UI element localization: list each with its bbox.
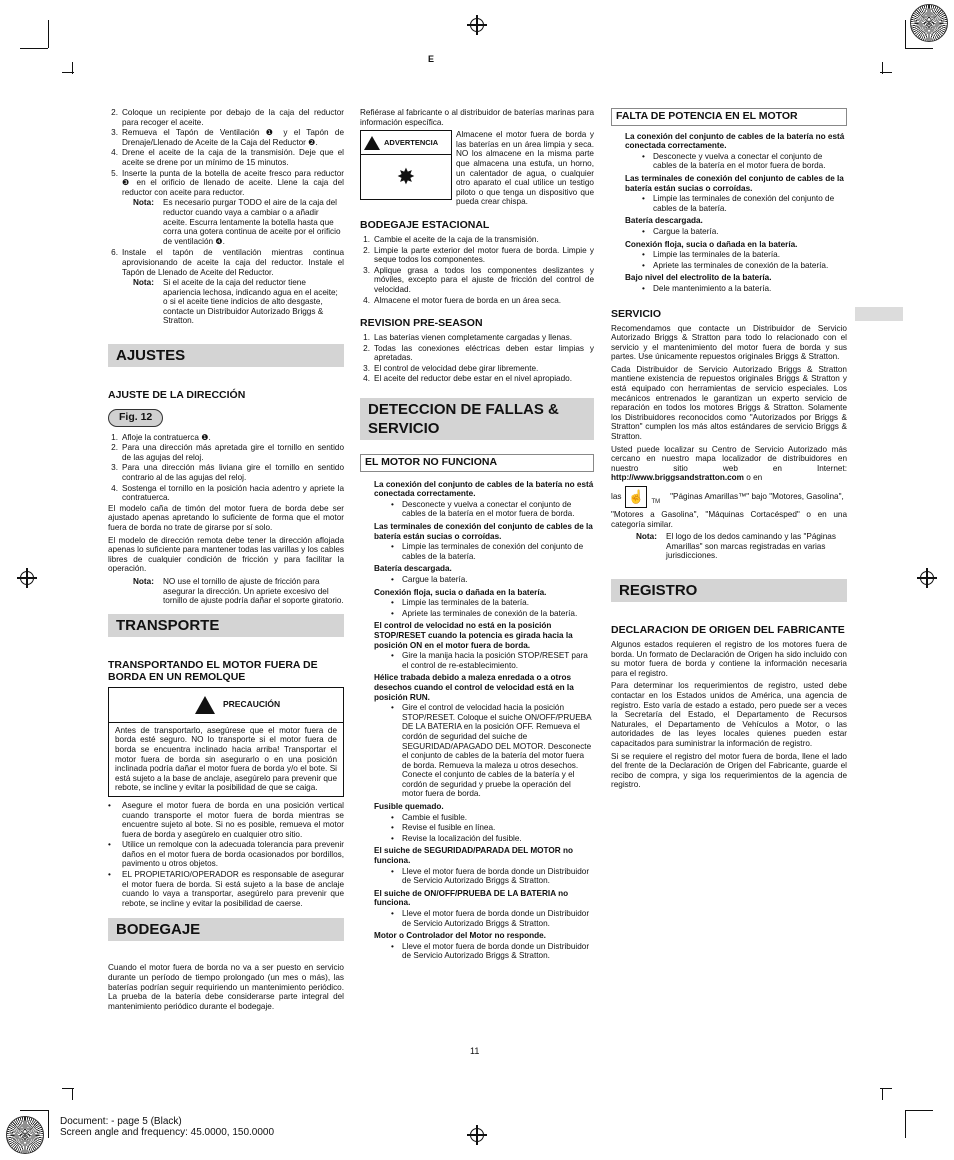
bullet-text: Cargue la batería. [402,575,468,584]
column-middle [360,108,594,962]
section-title-bodegaje: BODEGAJE [108,918,344,941]
step [108,443,344,462]
section-title-transporte: TRANSPORTE [108,614,344,637]
list-item [360,598,594,608]
list-item [611,261,847,271]
column-left [108,108,344,1014]
section-title-deteccion: DETECCION DE FALLAS & SERVICIO [360,398,594,440]
bullet-text: Limpie las terminales de conexión del conjunto de cables de la batería. [653,194,835,213]
step [360,235,594,245]
step [360,344,594,363]
print-footer: Document: - page 5 (Black) Screen angle and frequency: 45.0000, 150.0000 [60,1116,275,1138]
step-text: El control de velocidad debe girar libremente. [374,363,539,373]
list-item [108,870,344,908]
list-item [360,575,594,585]
problem-heading: El suiche de SEGURIDAD/PARADA DEL MOTOR no funciona. [374,846,573,866]
bullet-text: Cambie el fusible. [402,812,468,822]
problem-heading: Las terminales de conexión del conjunto de cables de la batería están sucias o corroídas. [374,522,593,541]
bullet-icon: • [391,703,394,713]
list-item [360,703,594,799]
problem-heading: Fusible quemado. [374,802,444,812]
section-title-registro: REGISTRO [611,579,847,602]
crop-mark [880,1088,892,1089]
step-number: 4. [111,483,118,493]
bullet-text: Asegure el motor fuera de borda en una posición vertical cuando transporte el motor fuera de borda mientras se encuentre sujeto al bote. Si no es posible, remueva el motor fuera de borda y asegúrelo en cualquier otro sitio. [122,800,344,839]
bullet-text: Cargue la batería. [653,226,719,236]
paragraph: Cada Distribuidor de Servicio Autorizado Briggs & Stratton mantiene existencia de repuestos originales Briggs & Stratton y está equipado con herramientas de servicio especiales. Los mecánicos entrenados le garantizan un experto servicio de reparación en todos los motores Briggs & Stratton. Solamente los Distribuidores reconocidos como "Autorizados por Briggs & Stratton" cumplen los más altos estándares de servicio Briggs & Stratton. [611,364,847,442]
step-text: Las baterías vienen completamente cargadas y llenas. [374,333,572,343]
yellow-pages-row: las ☝ TM "Páginas Amarillas™" bajo "Motores, Gasolina", [611,486,847,508]
step [360,246,594,265]
step [360,296,594,306]
registration-mark-icon [470,1128,484,1142]
step-number: 3. [111,128,118,138]
bullet-icon: • [108,840,111,850]
step [108,484,344,503]
step-text: Afloje la contratuerca ❶. [122,432,211,442]
bullet-icon: • [642,194,645,204]
crop-mark [905,48,933,49]
problem-heading: Hélice trabada debido a maleza enredada o a otros desechos cuando el control de velocidad está en la posición RUN. [374,673,574,702]
bullet-text: Apriete las terminales de conexión de la batería. [402,608,578,618]
step-number: 3. [111,463,118,473]
list-item [360,867,594,886]
walking-fingers-icon: ☝ [625,486,647,508]
paragraph: Usted puede localizar su Centro de Servicio Autorizado más cercano en nuestro mapa localizador de distribuidores en nuestro sitio web en Internet: http://www.briggsandstratton.com o en [611,444,847,483]
problem-heading: Batería descargada. [374,564,452,574]
list-item [611,284,847,294]
step [108,128,344,147]
step-number: 2. [111,108,118,117]
step-text: El aceite del reductor debe estar en el nivel apropiado. [374,374,572,384]
bullet-icon: • [391,575,394,584]
step-number: 4. [111,148,118,158]
step [360,333,594,343]
registration-mark-icon [920,571,934,585]
bullet-icon: • [391,542,394,552]
bullet-text: Revise la localización del fusible. [402,833,522,843]
subheading-box: EL MOTOR NO FUNCIONA [360,454,594,472]
list-item [360,500,594,519]
problem-heading: Bajo nivel del electrolito de la batería. [625,273,772,283]
explosion-icon: ✸ [396,164,416,190]
step-number: 4. [363,374,370,384]
transport-bullets [108,801,344,909]
step-text: Para una dirección más liviana gire el tornillo en sentido contrario al de las agujas del reloj. [122,463,344,483]
list-item [108,801,344,839]
bullet-text: Revise el fusible en línea. [402,823,496,833]
bullet-icon: • [642,226,645,236]
step [360,364,594,374]
bullet-icon: • [391,823,394,833]
subheading: SERVICIO [611,307,661,320]
crop-mark [48,20,49,48]
subheading-box: FALTA DE POTENCIA EN EL MOTOR [611,108,847,126]
page-tab-marker [855,307,903,321]
bullet-text: EL PROPIETARIO/OPERADOR es responsable de asegurar el motor fuera de borda. Si está sujeto a la base de anclaje cuando lo vaya a transportar, asegúrelo para prevenir que rebote, se incline y evitar la posibilidad de caerse. [122,870,344,908]
step-number: 1. [363,333,370,343]
bullet-icon: • [391,866,394,876]
bullet-icon: • [108,800,111,810]
troubleshoot-list [611,132,847,294]
step-text: Para una dirección más apretada gire el tornillo en sentido de las agujas del reloj. [122,443,344,462]
step-text: Limpie la parte exterior del motor fuera de borda. Limpie y seque todos los componentes. [374,245,594,265]
step [108,169,344,198]
paragraph: Si se requiere el registro del motor fuera de borda, llene el lado del frente de la Declaración de Origen del Fabricante, guarde el recibo de compra, y siga los requerimientos de la agencia de registro. [611,751,847,790]
list-item [108,840,344,869]
bullet-icon: • [391,909,394,918]
bullet-icon: • [391,499,394,509]
bullet-text: Limpie las terminales de la batería. [402,598,529,608]
crop-mark [20,1110,48,1111]
list-item [611,152,847,171]
caution-box: PRECAUCIÓN Antes de transportarlo, asegúrese que el motor fuera de borda esté seguro. NO lo transporte si el motor fuera de borda se encuentra inclinado hacia arriba! Transportar el motor fuera de borda sin asegurarlo o en una posición inclinada podría dañar el motor fuera de borda y/o el bote. Si está sujeto a la base de anclaje, asegúrelo para prevenir que rebote, se incline y evitar la posibilidad de que se caiga. [108,687,344,797]
step-text: Aplique grasa a todos los componentes deslizantes y móviles, excepto para el ajuste de fricción del control de velocidad. [374,265,594,294]
step-number: 2. [363,245,370,255]
bullet-text: Limpie las terminales de conexión del conjunto de cables de la batería. [402,542,584,561]
language-code: E [428,54,435,64]
list-item [611,227,847,237]
paragraph: "Motores a Gasolina", "Máquinas Cortacésped" o en una categoría similar. [611,510,847,529]
list-item [360,813,594,823]
step-text: Remueva el Tapón de Ventilación ❶ y el Tapón de Drenaje/Llenado de Aceite de la Caja del Reductor ❷. [122,128,344,147]
figure-reference: Fig. 12 [108,409,163,427]
paragraph: El modelo caña de timón del motor fuera de borda debe ser ajustado apenas apretando lo suficiente de forma que el motor fuera de borda no trate de girarse por sí solo. [108,503,344,532]
paragraph: Recomendamos que contacte un Distribuidor de Servicio Autorizado Briggs & Stratton para todo lo relacionado con el servicio y el mantenimiento del motor fuera de borda y sus partes. Use únicamente repuestos originales Briggs & Stratton. [611,323,847,362]
note: Nota: El logo de los dedos caminando y las "Páginas Amarillas" son marcas registradas en varias jurisdicciones. [636,532,836,561]
troubleshoot-list [360,480,594,961]
list-item [360,609,594,619]
page-number: 11 [470,1046,480,1056]
section-title-ajustes: AJUSTES [108,344,344,367]
bullet-text: Dele mantenimiento a la batería. [653,283,772,293]
list-item [360,942,594,961]
crop-mark [62,1088,74,1089]
subheading: BODEGAJE ESTACIONAL [360,218,490,231]
bullet-text: Utilice un remolque con la adecuada tolerancia para prevenir daños en el motor fuera de borda ocasionados por bordillos, pavimento u otros objetos. [122,840,344,869]
note: Nota: Si el aceite de la caja del reductor tiene apariencia lechosa, indicando agua en el aceite; o si el aceite tiene indicios de alto desgaste, contacte un Distribuidor Autorizado Briggs & Stratton. [133,278,338,326]
step-number: 3. [363,265,370,275]
bullet-text: Desconecte y vuelva a conectar el conjunto de cables de la batería en el motor fuera de borda. [653,151,826,171]
step-text: Inserte la punta de la botella de aceite fresco para reductor ❸ en el orificio de llenado de aceite. Llene la caja del reductor con aceite para reductor. [122,168,344,197]
bullet-text: Gire la manija hacia la posición STOP/RESET para el control de re-establecimiento. [402,651,588,670]
bullet-icon: • [642,283,645,293]
problem-heading: El control de velocidad no está en la posición STOP/RESET cuando la potencia es girada hacia la posición ON en el motor fuera de borda. [374,621,573,650]
step [108,433,344,443]
problem-heading: El suiche de ON/OFF/PRUEBA DE LA BATERIA no funciona. [374,888,569,908]
crop-mark [905,20,906,48]
step [360,374,594,384]
bullet-icon: • [642,260,645,270]
step-number: 2. [363,343,370,353]
list-item [360,651,594,670]
bullet-text: Desconecte y vuelva a conectar el conjunto de cables de la batería en el motor fuera de borda. [402,499,575,519]
bullet-icon: • [391,651,394,661]
bullet-icon: • [642,151,645,161]
bullet-text: Lleve el motor fuera de borda donde un Distribuidor de Servicio Autorizado Briggs & Stratton. [402,909,590,928]
step-text: Todas las conexiones eléctricas deben estar limpias y apretadas. [374,343,594,363]
step: 6. Instale el tapón de ventilación mientras continua aprovisionando de aceite la caja del reductor. Instale el Tapón de Llenado de Aceite del Reductor. [111,248,344,277]
paragraph: Cuando el motor fuera de borda no va a ser puesto en servicio durante un período de tiempo prolongado (un mes o más), las baterías podrían seguir requiriendo un mantenimiento periódico. La prueba de la batería debe considerarse parte integral del mantenimiento periódico durante el bodegaje. [108,963,344,1011]
subheading: REVISION PRE-SEASON [360,317,483,330]
step-number: 1. [111,432,118,442]
crop-mark [880,72,892,73]
list-item [611,250,847,260]
bullet-text: Lleve el motor fuera de borda donde un Distribuidor de Servicio Autorizado Briggs & Stratton. [402,941,590,961]
step-text: Sostenga el tornillo en la posición hacia adentro y apriete la contratuerca. [122,483,344,503]
step-number: 3. [363,363,370,373]
step-number: 5. [111,168,118,178]
crop-mark [20,48,48,49]
problem-heading: La conexión del conjunto de cables de la batería no está conectada correctamente. [374,479,594,499]
list-item [360,909,594,928]
crop-mark [882,1088,883,1100]
bullet-icon: • [391,812,394,822]
bullet-text: Apriete las terminales de conexión de la batería. [653,260,829,270]
step-number: 1. [363,234,370,244]
problem-heading: Conexión floja, sucia o dañada en la batería. [374,587,547,597]
bullet-text: Limpie las terminales de la batería. [653,250,780,260]
paragraph: Algunos estados requieren el registro de los motores fuera de borda. Un formato de Declaración de Origen ha sido incluido con su motor fuera de borda y contiene la información necesaria para el registro. [611,639,847,678]
step [108,108,344,127]
bullet-text: Gire el control de velocidad hacia la posición STOP/RESET. Coloque el suiche ON/OFF/PRUEBA DE LA BATERIA en la posición OFF. Remueva el cordón de seguridad del suiche de SEGURIDAD/APAGADO DEL MOTOR. Desconecte el conjunto de cables de la batería del motor fuera de borda. Remueva la maleza u otros desechos. Conecte el conjunto de cables de la batería y el cordón de seguridad y pruebe la operación del motor fuera de borda. [402,703,592,799]
pre-season-steps [360,333,594,384]
crop-mark [905,1110,933,1111]
crop-mark [72,1088,73,1100]
bullet-icon: • [108,870,111,880]
list-item [611,194,847,213]
color-target-icon [6,1116,44,1154]
paragraph: El modelo de dirección remota debe tener la dirección aflojada apenas lo suficiente para mantener todas las varillas y los cables libres de cualquier condición de fricción y para facilitar la operación. [108,535,344,574]
problem-heading: Motor o Controlador del Motor no responde. [374,931,546,941]
paragraph: Para determinar los requerimientos de registro, usted debe contactar en los Estados unidos de América, una agencia de registro. Esto varía de estado a estado, pero puede ser a veces la Secretaría del Estado, el Departamento de Recursos Naturales, el Departamento de Vehículos a Motor, o las autoridades de las leyes locales quienes pueden estar capacitados para suministrar la información de registro. [611,681,847,748]
bullet-icon: • [391,941,394,951]
step-number: 4. [363,295,370,305]
oil-change-steps [108,108,344,197]
column-right [611,108,847,793]
crop-mark [48,1110,49,1138]
warning-triangle-icon [195,696,215,714]
bullet-text: Lleve el motor fuera de borda donde un Distribuidor de Servicio Autorizado Briggs & Stratton. [402,866,590,886]
bullet-icon: • [391,833,394,843]
warning-triangle-icon [364,136,380,150]
step [108,148,344,167]
step-text: Drene el aceite de la caja de la transmisión. Deje que el aceite se drene por un mínimo de 15 minutos. [122,148,344,167]
crop-mark [905,1110,906,1138]
bullet-icon: • [391,598,394,608]
registration-mark-icon [470,18,484,32]
seasonal-storage-steps [360,235,594,305]
steering-steps [108,433,344,503]
step-text: Almacene el motor fuera de borda en un área seca. [374,295,562,305]
subheading: TRANSPORTANDO EL MOTOR FUERA DE BORDA EN UN REMOLQUE [108,658,318,683]
step-text: Cambie el aceite de la caja de la transmisión. [374,234,539,244]
registration-mark-icon [20,571,34,585]
crop-mark [62,72,74,73]
list-item [360,542,594,561]
note: Nota: NO use el tornillo de ajuste de fricción para asegurar la dirección. Un apriete excesivo del tornillo de ajuste podría dañar el soporte giratorio. [133,576,344,606]
subheading: AJUSTE DE LA DIRECCIÓN [108,389,246,402]
list-item [360,823,594,833]
color-target-icon [910,4,948,42]
problem-heading: Batería descargada. [625,216,703,226]
problem-heading: Las terminales de conexión del conjunto de cables de la batería están sucias o corroídas. [625,173,844,193]
step [108,463,344,482]
bullet-icon: • [642,250,645,260]
paragraph: Refiérase al fabricante o al distribuidor de baterías marinas para información específica. [360,108,594,127]
problem-heading: Conexión floja, sucia o dañada en la batería. [625,239,798,249]
subheading: DECLARACION DE ORIGEN DEL FABRICANTE [611,623,845,636]
note: Nota: Es necesario purgar TODO el aire de la caja del reductor cuando vaya a cambiar o a añadir aceite. Escurra lentamente la botella hasta que corra una gotera continua de aceite por el orificio de ventilación ❹. [133,198,341,246]
website-link[interactable]: http://www.briggsandstratton.com [611,473,744,483]
step [360,266,594,295]
step-number: 2. [111,443,118,453]
step-text: Coloque un recipiente por debajo de la caja del reductor para recoger el aceite. [122,108,344,127]
list-item [360,834,594,844]
bullet-icon: • [391,608,394,618]
warning-box: ADVERTENCIA ✸ Almacene el motor fuera de borda y las baterías en un área limpia y seca. NO los almacene en la misma parte que almacena una estufa, un horno, un calentador de agua, o cualquier otro aparato el cual utilice un testigo piloto o que tenga un dispositivo que pueda crear chispa. [360,130,594,207]
problem-heading: La conexión del conjunto de cables de la batería no está conectada correctamente. [625,131,845,151]
